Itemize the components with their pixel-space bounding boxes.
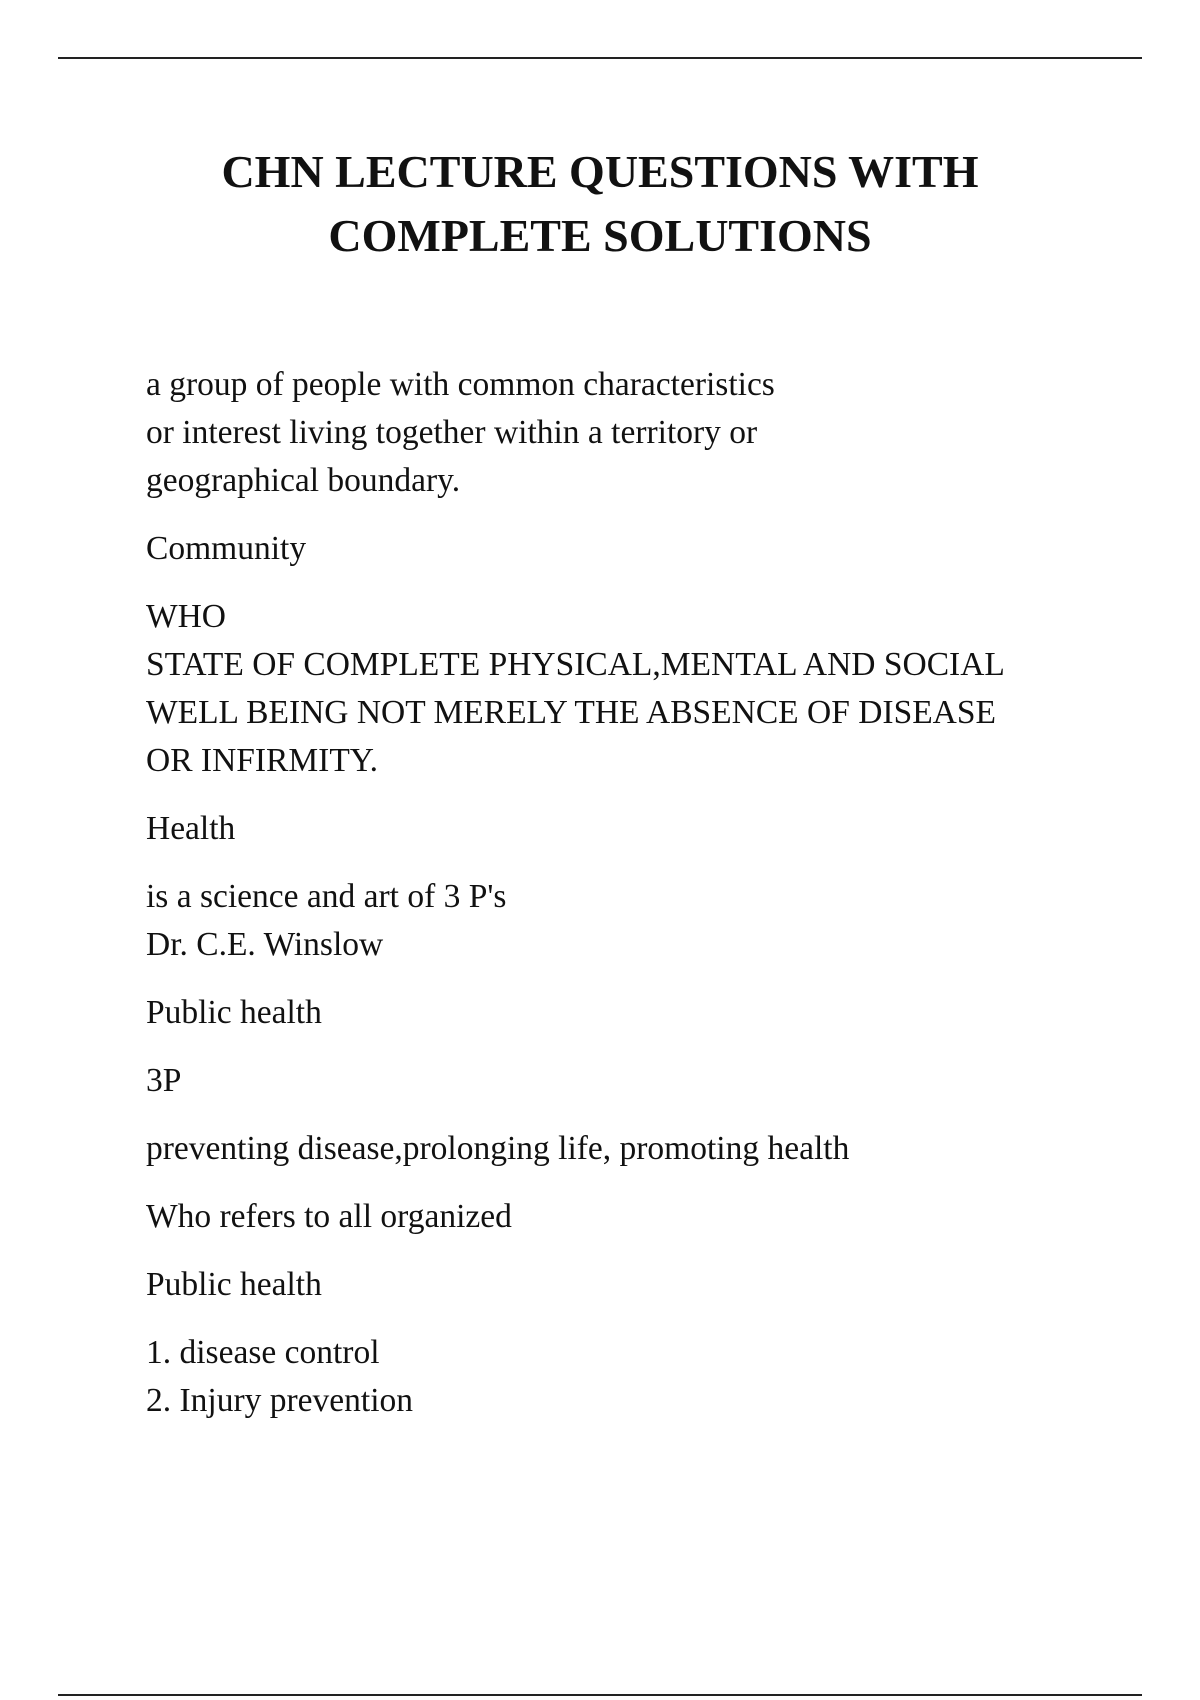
document-title [100,140,1100,268]
text-line: Public health [146,994,322,1031]
text-line: Who refers to all organized [146,1198,512,1235]
text-line: is a science and art of 3 P's [146,878,507,915]
text-line: Public health [146,1266,322,1303]
top-divider [58,57,1142,59]
text-line: geographical boundary. [146,462,461,499]
definition-block [146,361,1146,505]
title-line: CHN LECTURE QUESTIONS WITH [221,146,979,197]
answer-block [146,805,1146,853]
text-line: Community [146,530,307,567]
text-line: WELL BEING NOT MERELY THE ABSENCE OF DISEASE [146,694,996,731]
definition-block [146,1057,1146,1105]
list-item: 2. Injury prevention [146,1382,414,1419]
bottom-divider [58,1694,1142,1696]
text-line: preventing disease,prolonging life, promoting health [146,1130,850,1167]
definition-block [146,873,1146,969]
text-line: OR INFIRMITY. [146,742,379,779]
list-block [146,1329,1146,1425]
title-line: COMPLETE SOLUTIONS [328,210,872,261]
text-line: or interest living together within a territory or [146,414,758,451]
text-line: WHO [146,598,227,635]
answer-block [146,1125,1146,1173]
definition-block [146,1193,1146,1241]
text-line: a group of people with common characteristics [146,366,775,403]
text-line: Health [146,810,236,847]
text-line: STATE OF COMPLETE PHYSICAL,MENTAL AND SOCIAL [146,646,1005,683]
list-item: 1. disease control [146,1334,380,1371]
text-line: Dr. C.E. Winslow [146,926,384,963]
definition-block [146,593,1146,785]
document-body [146,361,1146,1445]
answer-block [146,1261,1146,1309]
text-line: 3P [146,1062,182,1099]
answer-block [146,989,1146,1037]
answer-block [146,525,1146,573]
